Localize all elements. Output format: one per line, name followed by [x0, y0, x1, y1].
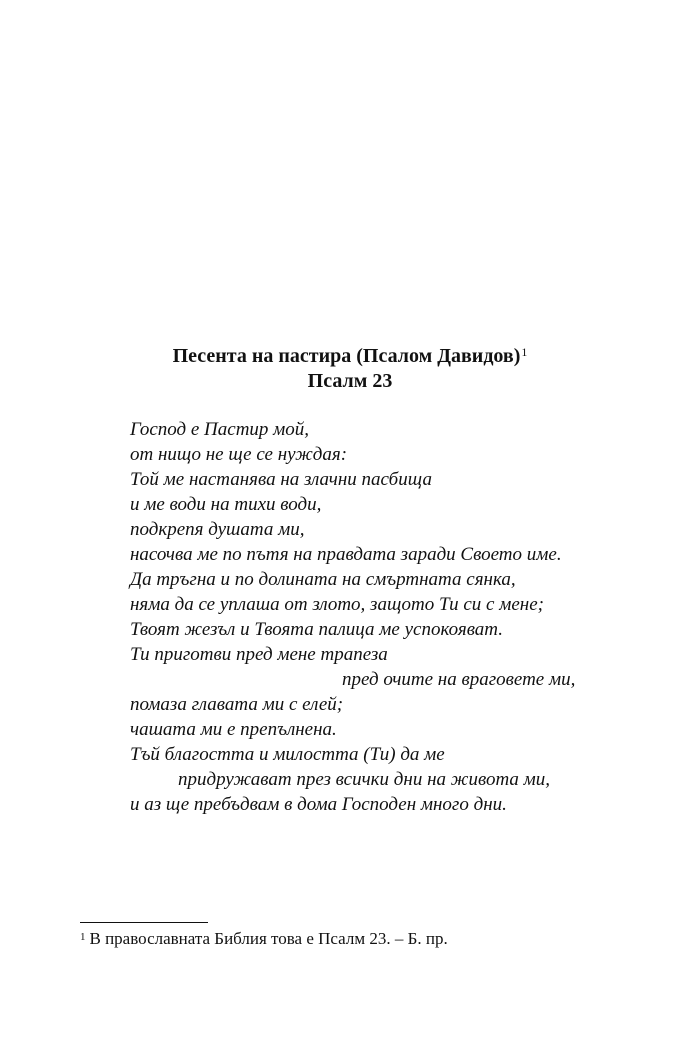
footnote-reference: 1: [521, 345, 528, 359]
psalm-line: Ти приготви пред мене трапеза: [130, 644, 388, 665]
psalm-line: Господ е Пастир мой,: [130, 419, 310, 440]
psalm-line: и аз ще пребъдвам в дома Господен много дни.: [130, 794, 507, 815]
psalm-line: няма да се уплаша от злото, защото Ти си с мене;: [130, 594, 544, 615]
footnote-divider: [80, 922, 208, 923]
page-subtitle: Псалм 23: [307, 370, 393, 392]
footnote-text: В православната Библия това е Псалм 23. – Б. пр.: [89, 929, 448, 948]
psalm-line: помаза главата ми с елей;: [130, 694, 344, 715]
psalm-line: подкрепя душата ми,: [130, 519, 305, 540]
psalm-line: Той ме настанява на злачни пасбища: [130, 469, 433, 490]
psalm-line: чашата ми е препълнена.: [130, 719, 337, 740]
page-title-text: Песента на пастира (Псалом Давидов): [172, 345, 521, 367]
psalm-line: и ме води на тихи води,: [130, 494, 322, 515]
psalm-line-indented: пред очите на враговете ми,: [342, 669, 576, 690]
psalm-line: от нищо не ще се нуждая:: [130, 444, 348, 465]
footnote-mark: 1: [80, 931, 86, 943]
footnote: [80, 928, 448, 950]
psalm-line: Твоят жезъл и Твоята палица ме успокояват.: [130, 619, 504, 640]
psalm-line: Да тръгна и по долината на смъртната сянка,: [130, 569, 516, 590]
psalm-line: Тъй благостта и милостта (Ти) да ме: [130, 744, 445, 765]
psalm-line: насочва ме по пътя на правдата заради Своето име.: [130, 544, 562, 565]
psalm-line-indented: придружават през всички дни на живота ми,: [178, 769, 551, 790]
